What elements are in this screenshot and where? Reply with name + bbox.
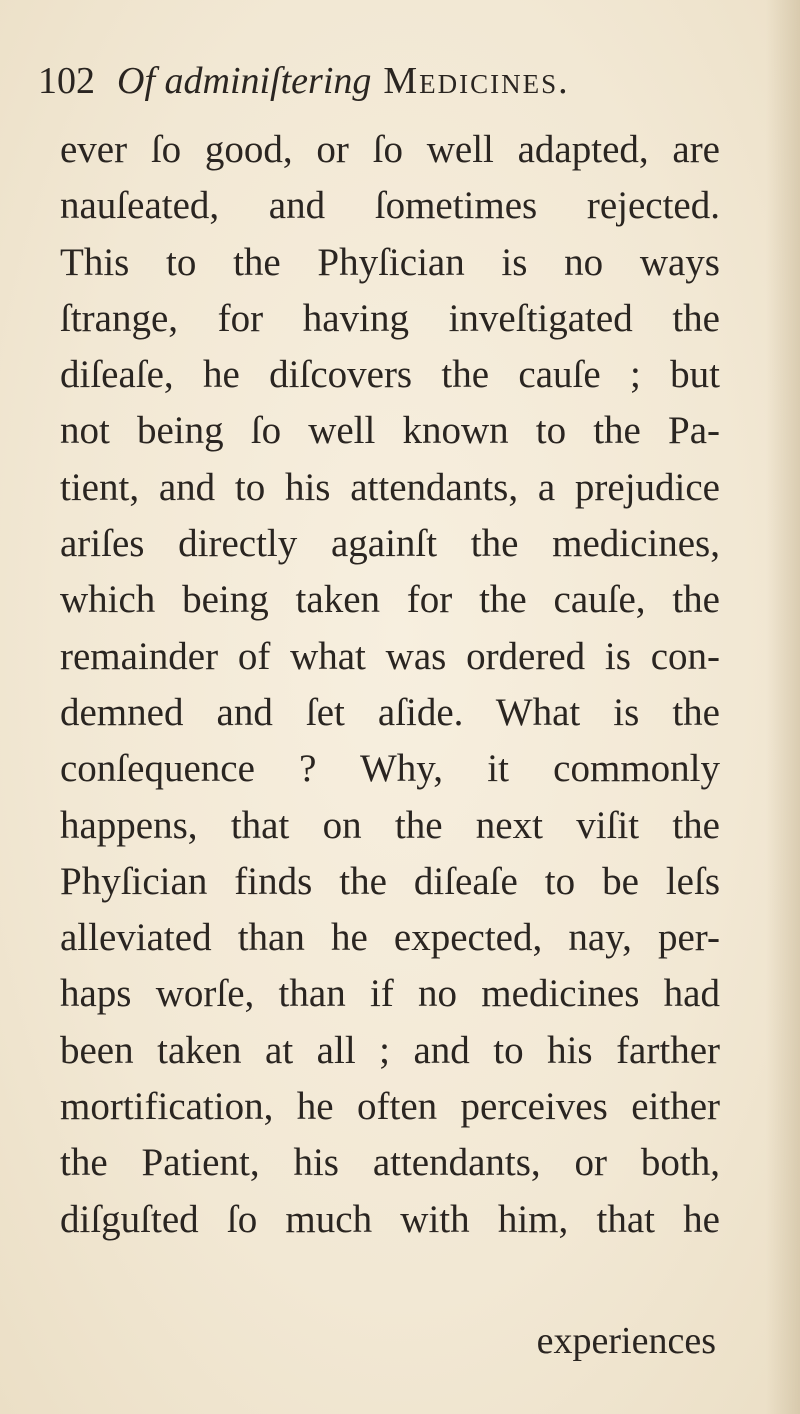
running-header [38, 56, 758, 106]
text-line: Phyſician finds the diſeaſe to be leſs [60, 859, 720, 903]
text-line: alleviated than he expected, nay, per- [60, 916, 720, 960]
running-title-italic: Of adminiſtering [117, 60, 372, 102]
text-line: ever ſo good, or ſo well adapted, are [60, 128, 720, 171]
text-line: demned and ſet aſide. What is the [60, 690, 720, 734]
text-line: tient, and to his attendants, a prejudice [60, 465, 720, 509]
text-line: not being ſo well known to the Pa- [60, 409, 720, 453]
body-text [60, 122, 720, 1248]
text-line: conſequence ? Why, it commonly [60, 747, 720, 791]
text-line: This to the Phyſician is no ways [60, 240, 720, 284]
catchword: experiences [536, 1320, 716, 1362]
text-line: diſguſted ſo much with him, that he [60, 1197, 720, 1241]
text-line: been taken at all ; and to his farther [60, 1028, 720, 1072]
text-line: diſeaſe, he diſcovers the cauſe ; but [60, 353, 720, 397]
text-line: happens, that on the next viſit the [60, 803, 720, 847]
text-line: ſtrange, for having inveſtigated the [60, 296, 720, 340]
text-line: haps worſe, than if no medicines had [60, 972, 720, 1016]
running-title-caps: Medicines. [383, 60, 570, 102]
text-line: mortification, he often perceives either [60, 1085, 720, 1129]
page-gutter-shadow [766, 0, 800, 1414]
text-line: remainder of what was ordered is con- [60, 634, 720, 678]
page-number: 102 [38, 60, 95, 102]
text-line: nauſeated, and ſometimes rejected. [60, 184, 720, 228]
text-line: the Patient, his attendants, or both, [60, 1141, 720, 1185]
text-line: which being taken for the cauſe, the [60, 578, 720, 622]
text-line: ariſes directly againſt the medicines, [60, 522, 720, 566]
